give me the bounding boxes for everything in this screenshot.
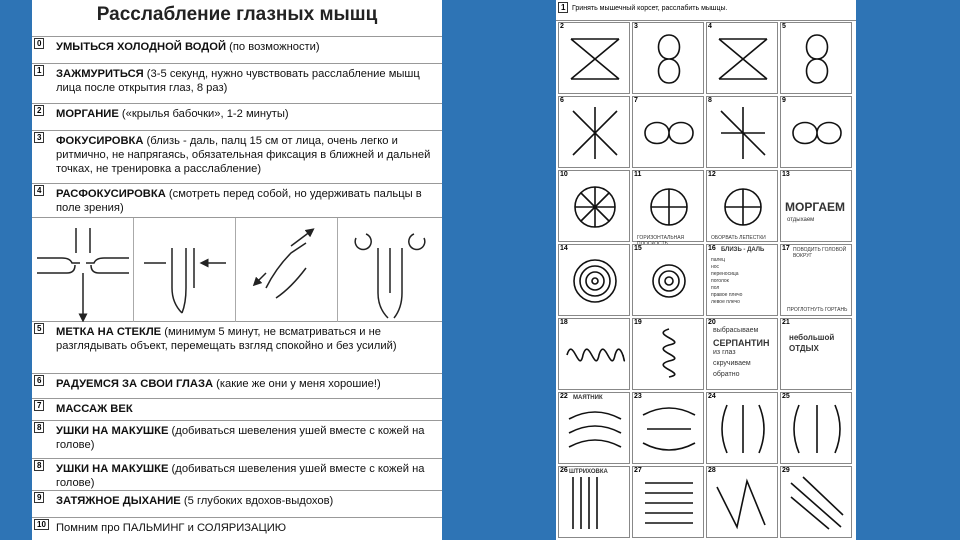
instruction-row xyxy=(32,458,442,490)
instruction-text xyxy=(56,325,438,353)
instruction-detail: (5 глубоких вдохов-выдохов) xyxy=(180,495,334,507)
page-title: Расслабление глазных мышц xyxy=(96,4,378,25)
illustration-fingers-together xyxy=(32,218,134,322)
exercise-label: из глаз xyxy=(713,349,736,356)
instruction-text xyxy=(56,377,438,391)
eye-path-icon xyxy=(633,393,705,465)
instruction-number: 2 xyxy=(34,105,44,116)
exercise-cell xyxy=(706,466,778,538)
exercise-cell xyxy=(632,96,704,168)
exercise-label: переносица xyxy=(711,271,739,277)
exercise-cell xyxy=(780,318,852,390)
exercise-label: нос xyxy=(711,264,720,270)
eye-path-icon xyxy=(633,23,705,95)
instruction-keyword: МАССАЖ ВЕК xyxy=(56,403,133,415)
instruction-text xyxy=(56,402,438,416)
exercise-label: ПРОГЛОТНУТЬ ГОРТАНЬ xyxy=(787,307,848,313)
eye-path-icon xyxy=(559,467,631,539)
exercise-label: ШТРИХОВКА xyxy=(569,469,608,475)
instruction-detail: (3-5 секунд, нужно чувствовать расслабление мышц лица после открытия глаз, 8 раз) xyxy=(56,68,420,94)
exercise-number: 16 xyxy=(708,245,716,252)
eye-path-icon xyxy=(781,23,853,95)
instruction-number: 8 xyxy=(34,422,44,433)
instruction-number: 4 xyxy=(34,185,44,196)
pointing-hand-icon xyxy=(236,218,338,322)
exercise-number: 21 xyxy=(782,319,790,326)
instruction-detail: (добиваться шевеления ушей вместе с кожей на голове) xyxy=(56,463,425,489)
instruction-text xyxy=(56,521,438,535)
instruction-number: 0 xyxy=(34,38,44,49)
exercise-label: пол xyxy=(711,285,720,291)
instruction-text xyxy=(56,462,438,490)
instruction-number: 1 xyxy=(34,65,44,76)
exercise-cell xyxy=(706,392,778,464)
eye-path-icon xyxy=(707,97,779,169)
instruction-keyword: УШКИ НА МАКУШКЕ xyxy=(56,425,169,437)
exercise-caption: ОБОРВАТЬ ЛЕПЕСТКИ xyxy=(711,235,766,241)
exercise-cell xyxy=(558,170,630,242)
exercise-cell xyxy=(632,170,704,242)
instruction-keyword: УШКИ НА МАКУШКЕ xyxy=(56,463,169,475)
exercise-number: 27 xyxy=(634,467,642,474)
eye-path-icon xyxy=(707,171,779,243)
eye-path-icon xyxy=(633,245,705,317)
instruction-detail: («крылья бабочки», 1-2 минуты) xyxy=(118,108,289,120)
eye-path-icon xyxy=(633,467,705,539)
illustration-rotating-fingers xyxy=(338,218,440,322)
eye-path-icon xyxy=(559,171,631,243)
exercise-number: 15 xyxy=(634,245,642,252)
instruction-text xyxy=(56,40,438,54)
illustration-pointing-hand xyxy=(236,218,338,322)
eye-path-icon xyxy=(559,319,631,391)
exercise-label: выбрасываем xyxy=(713,327,759,334)
instruction-row xyxy=(32,517,442,540)
eye-path-icon xyxy=(559,97,631,169)
instruction-keyword: МЕТКА НА СТЕКЛЕ xyxy=(56,326,162,338)
exercise-cell xyxy=(558,96,630,168)
exercise-cell xyxy=(558,466,630,538)
exercise-number: 28 xyxy=(708,467,716,474)
instruction-detail: (по возможности) xyxy=(226,41,320,53)
instruction-row xyxy=(32,321,442,373)
exercise-cell xyxy=(558,244,630,316)
right-exercise-grid-panel xyxy=(556,0,856,540)
grid-header-text: Гринять мышечный корсет, расслабить мышцы. xyxy=(572,5,728,12)
eye-path-icon xyxy=(559,23,631,95)
instruction-text xyxy=(56,494,438,508)
exercise-label: скручиваем xyxy=(713,360,751,367)
exercise-label: МОРГАЕМ xyxy=(785,200,846,214)
exercise-number: 5 xyxy=(782,23,786,30)
instruction-text xyxy=(56,187,438,215)
rotate-icon xyxy=(338,218,442,322)
exercise-number: 23 xyxy=(634,393,642,400)
exercise-cell xyxy=(780,244,852,316)
exercise-label: МАЯТНИК xyxy=(573,395,603,401)
exercise-label: палец xyxy=(711,257,726,263)
instruction-row xyxy=(32,420,442,458)
eye-path-icon xyxy=(781,393,853,465)
exercise-number: 12 xyxy=(708,171,716,178)
exercise-cell xyxy=(780,170,852,242)
instruction-keyword: ЗАЖМУРИТЬСЯ xyxy=(56,68,144,80)
exercise-number: 6 xyxy=(560,97,564,104)
eye-path-icon xyxy=(559,393,631,465)
exercise-caption: ГОРИЗОНТАЛЬНАЯ xyxy=(637,235,685,241)
exercise-number: 11 xyxy=(634,171,642,178)
exercise-number: 4 xyxy=(708,23,712,30)
instruction-text xyxy=(56,424,438,452)
instruction-number: 10 xyxy=(34,519,49,530)
exercise-number: 17 xyxy=(782,245,790,252)
instruction-row xyxy=(32,103,442,130)
hands-icon xyxy=(32,218,134,322)
instruction-number: 9 xyxy=(34,492,44,503)
exercise-cell xyxy=(780,392,852,464)
instruction-detail: (какие же они у меня хорошие!) xyxy=(213,378,381,390)
instruction-detail: Помним про ПАЛЬМИНГ и СОЛЯРИЗАЦИЮ xyxy=(56,522,287,534)
exercise-cell xyxy=(558,22,630,94)
eye-path-icon xyxy=(707,23,779,95)
exercise-number: 22 xyxy=(560,393,568,400)
fingers-icon xyxy=(134,218,236,322)
instruction-row xyxy=(32,63,442,103)
exercise-cell xyxy=(632,318,704,390)
instruction-text xyxy=(56,67,438,95)
eye-path-icon xyxy=(707,467,779,539)
grid-header-number: 1 xyxy=(558,2,568,13)
exercise-number: 18 xyxy=(560,319,568,326)
exercise-number: 9 xyxy=(782,97,786,104)
instruction-text xyxy=(56,107,438,121)
exercise-label: небольшой xyxy=(789,333,835,342)
illustration-fingers-apart xyxy=(134,218,236,322)
instruction-number: 8 xyxy=(34,460,44,471)
exercise-number: 24 xyxy=(708,393,716,400)
exercise-label: правое плечо xyxy=(711,292,743,298)
exercise-label: обратно xyxy=(713,371,740,378)
finger-exercise-illustrations xyxy=(32,217,442,322)
exercise-label: ОТДЫХ xyxy=(789,344,819,353)
exercise-number: 10 xyxy=(560,171,568,178)
instruction-row xyxy=(32,373,442,398)
exercise-cell xyxy=(632,392,704,464)
grid-header xyxy=(556,0,856,21)
exercise-number: 26 xyxy=(560,467,568,474)
instruction-keyword: ФОКУСИРОВКА xyxy=(56,135,144,147)
exercise-number: 20 xyxy=(708,319,716,326)
exercise-number: 19 xyxy=(634,319,642,326)
instruction-detail: (добиваться шевеления ушей вместе с кожей на голове) xyxy=(56,425,425,451)
exercise-number: 8 xyxy=(708,97,712,104)
exercise-cell xyxy=(780,466,852,538)
eye-path-icon xyxy=(559,245,631,317)
instruction-number: 3 xyxy=(34,132,44,143)
exercise-cell xyxy=(558,318,630,390)
exercise-number: 3 xyxy=(634,23,638,30)
instruction-keyword: ЗАТЯЖНОЕ ДЫХАНИЕ xyxy=(56,495,181,507)
instruction-row xyxy=(32,490,442,517)
exercise-cell xyxy=(632,22,704,94)
instruction-detail: (смотреть перед собой, но удерживать пальцы в поле зрения) xyxy=(56,188,422,214)
exercise-label: ПОВОДИТЬ ГОЛОВОЙ ВОКРУГ xyxy=(793,247,847,259)
exercise-number: 13 xyxy=(782,171,790,178)
exercise-number: 29 xyxy=(782,467,790,474)
left-instructions-panel xyxy=(32,0,442,540)
instruction-row xyxy=(32,130,442,183)
eye-path-icon xyxy=(633,97,705,169)
exercise-number: 14 xyxy=(560,245,568,252)
exercise-cell xyxy=(780,22,852,94)
exercise-number: 25 xyxy=(782,393,790,400)
exercise-cell xyxy=(706,244,778,316)
eye-path-icon xyxy=(633,171,705,243)
eye-path-icon xyxy=(781,467,853,539)
exercise-label: БЛИЗЬ - ДАЛЬ xyxy=(721,247,765,253)
instruction-detail: (минимум 5 минут, не всматриваться и не разглядывать объект, перемещать взгляд спокойно и без усилий) xyxy=(56,326,397,352)
instruction-keyword: УМЫТЬСЯ ХОЛОДНОЙ ВОДОЙ xyxy=(56,41,227,53)
exercise-cell xyxy=(706,318,778,390)
instruction-keyword: МОРГАНИЕ xyxy=(56,108,119,120)
exercise-label: левое плечо xyxy=(711,299,740,305)
instruction-number: 6 xyxy=(34,375,44,386)
eye-path-icon xyxy=(707,393,779,465)
exercise-label: отдыхаем xyxy=(787,217,815,223)
exercise-label: поголок xyxy=(711,278,729,284)
instruction-detail: (близь - даль, палц 15 см от лица, очень легко и ритмично, не напрягаясь, обязательная фиксация в ближней и дальней точках, не тренировка а расслабление) xyxy=(56,135,431,175)
instruction-row xyxy=(32,36,442,63)
exercise-number: 7 xyxy=(634,97,638,104)
exercise-cell xyxy=(706,96,778,168)
exercise-label: СЕРПАНТИН xyxy=(713,338,770,348)
instruction-row xyxy=(32,183,442,217)
exercise-cell xyxy=(558,392,630,464)
instruction-number: 7 xyxy=(34,400,44,411)
exercise-cell xyxy=(632,466,704,538)
exercise-number: 2 xyxy=(560,23,564,30)
exercise-cell xyxy=(632,244,704,316)
eye-path-icon xyxy=(781,97,853,169)
instruction-number: 5 xyxy=(34,323,44,334)
exercise-cell xyxy=(706,170,778,242)
exercise-cell xyxy=(780,96,852,168)
eye-path-icon xyxy=(633,319,705,391)
instruction-keyword: РАДУЕМСЯ ЗА СВОИ ГЛАЗА xyxy=(56,378,214,390)
exercise-cell xyxy=(706,22,778,94)
instruction-text xyxy=(56,134,438,176)
instruction-row xyxy=(32,398,442,420)
instruction-keyword: РАСФОКУСИРОВКА xyxy=(56,188,166,200)
